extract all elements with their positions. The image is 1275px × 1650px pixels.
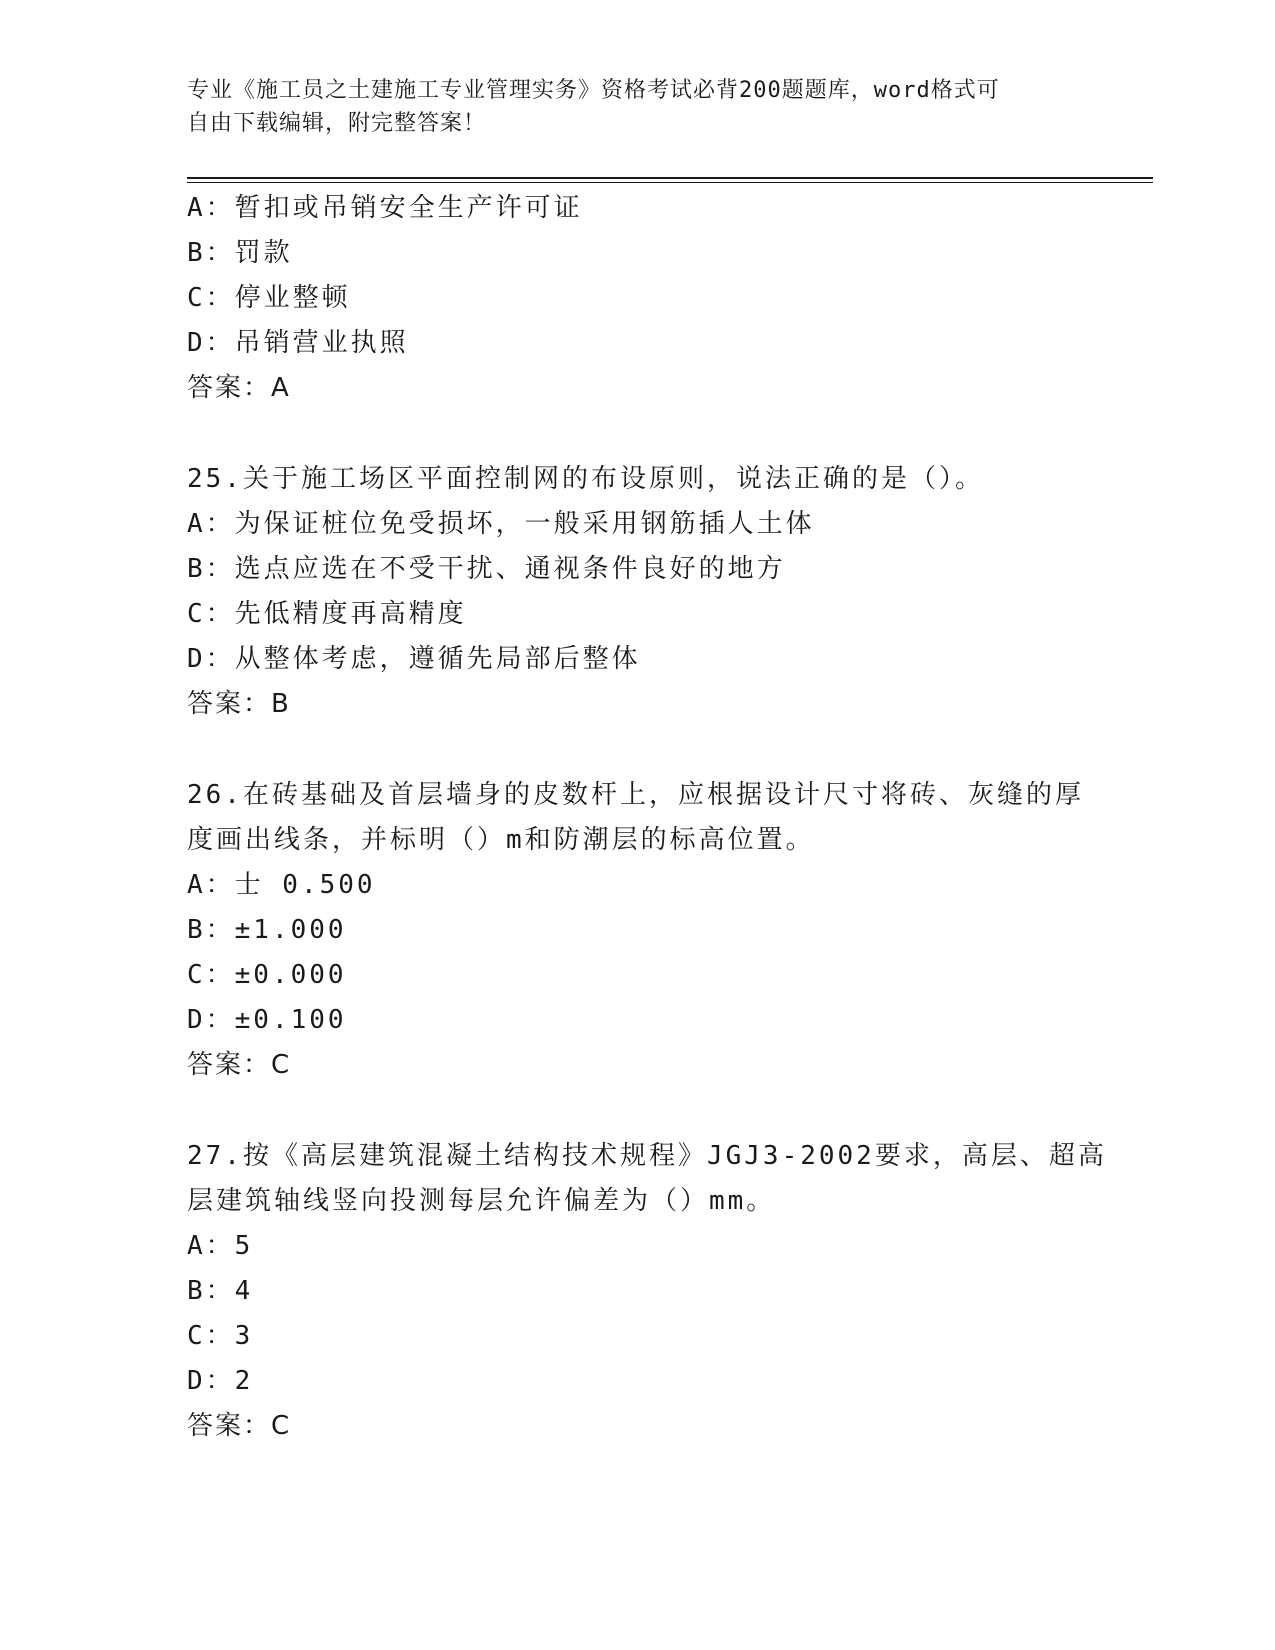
q27-answer: 答案：C — [187, 1411, 292, 1441]
q25-option-c: C：先低精度再高精度 — [187, 599, 467, 629]
header-rule-thick — [187, 177, 1153, 179]
q24-option-d: D：吊销营业执照 — [187, 328, 409, 358]
header-line-1: 专业《施工员之土建施工专业管理实务》资格考试必背200题题库，word格式可 — [187, 78, 1000, 103]
document-header — [187, 74, 1067, 140]
q25-stem: 25.关于施工场区平面控制网的布设原则，说法正确的是（）。 — [187, 464, 984, 494]
q25-option-a: A：为保证桩位免受损坏，一般采用钢筋插人土体 — [187, 509, 815, 539]
q24-option-a: A：暂扣或吊销安全生产许可证 — [187, 193, 583, 223]
q27-option-a: A：5 — [187, 1231, 254, 1261]
q26-option-d: D：±0.100 — [187, 1005, 347, 1035]
q26-stem-line-1: 26.在砖基础及首层墙身的皮数杆上，应根据设计尺寸将砖、灰缝的厚 — [187, 780, 1084, 810]
q26-option-b: B：±1.000 — [187, 915, 347, 945]
header-line-2: 自由下载编辑，附完整答案！ — [187, 111, 487, 136]
q26-stem-line-2: 度画出线条，并标明（）m和防潮层的标高位置。 — [187, 825, 815, 855]
q27-option-b: B：4 — [187, 1276, 254, 1306]
q25-option-b: B：选点应选在不受干扰、通视条件良好的地方 — [187, 554, 786, 584]
q26-option-c: C：±0.000 — [187, 960, 347, 990]
q25-option-d: D：从整体考虑，遵循先局部后整体 — [187, 644, 641, 674]
q26-answer: 答案：C — [187, 1050, 292, 1080]
q24-option-c: C：停业整顿 — [187, 283, 351, 313]
q25-answer: 答案：B — [187, 689, 291, 719]
q24-option-b: B：罚款 — [187, 238, 293, 268]
q27-stem-line-2: 层建筑轴线竖向投测每层允许偏差为（）mm。 — [187, 1186, 776, 1216]
q27-option-d: D：2 — [187, 1366, 254, 1396]
header-rule-thin — [187, 182, 1153, 183]
q27-option-c: C：3 — [187, 1321, 254, 1351]
q24-answer: 答案：A — [187, 373, 291, 403]
q26-option-a: A：士 0.500 — [187, 870, 376, 900]
q27-stem-line-1: 27.按《高层建筑混凝土结构技术规程》JGJ3-2002要求，高层、超高 — [187, 1141, 1107, 1171]
